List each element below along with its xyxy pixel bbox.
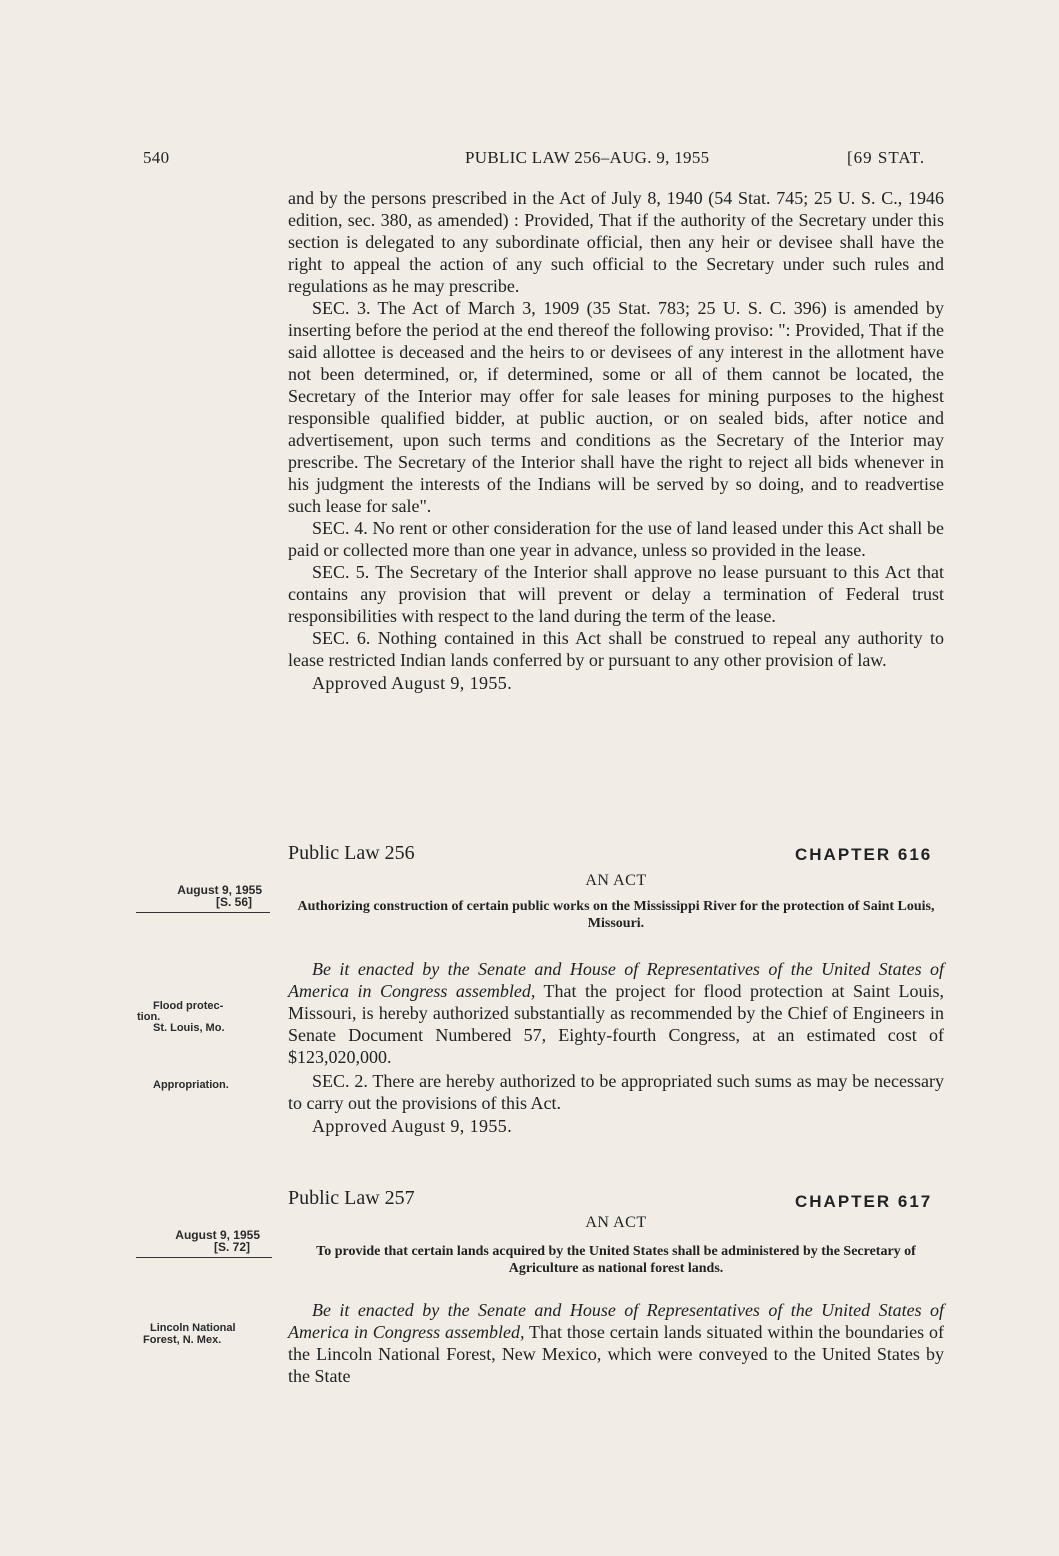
law-257-body bbox=[288, 1299, 944, 1387]
law-256-approved: Approved August 9, 1955. bbox=[312, 1116, 513, 1136]
law-257-title: Public Law 257 bbox=[288, 1187, 415, 1209]
law-256-margin-flood-3: St. Louis, Mo. bbox=[153, 1022, 225, 1034]
law-256-margin-date: August 9, 1955 bbox=[177, 883, 262, 897]
page-number: 540 bbox=[143, 148, 170, 167]
law-257-margin-rule bbox=[136, 1257, 272, 1258]
running-title: PUBLIC LAW 256–AUG. 9, 1955 bbox=[465, 148, 710, 167]
law-256-margin-flood-2: tion. bbox=[137, 1011, 161, 1023]
section-5: SEC. 5. The Secretary of the Interior shall approve no lease pursuant to this Act that contains any provision that will prevent or delay a termination of Federal trust responsibilities with respect to the land during the term of the lease. bbox=[288, 562, 944, 626]
law-257-margin-lincoln-2: Forest, N. Mex. bbox=[143, 1334, 222, 1346]
law-256-body bbox=[288, 958, 944, 1137]
law-257-description: To provide that certain lands acquired by the United States shall be administered by the Secretary of Agriculture as national forest lands. bbox=[316, 1244, 916, 1276]
law-257-enacting-clause bbox=[288, 1299, 944, 1387]
section-4: SEC. 4. No rent or other consideration for the use of land leased under this Act shall be paid or collected more than one year in advance, unless so provided in the lease. bbox=[288, 518, 944, 560]
law-256-enacting-clause bbox=[288, 958, 944, 1068]
law-256-margin-rule bbox=[136, 912, 270, 913]
law-256-margin-bill: [S. 56] bbox=[215, 895, 252, 909]
law-257-enacting-rest: That those certain lands situated within the boundaries of the Lincoln National Forest, New Mexico, which were conveyed to the United States by the State bbox=[288, 1322, 944, 1386]
law-256-margin-appropriation: Appropriation. bbox=[153, 1079, 229, 1091]
law-257-chapter: CHAPTER 617 bbox=[795, 1192, 933, 1211]
law-256-enacting-italic: Be it enacted by the Senate and House of Representatives of the United States of America in Congress assembled, bbox=[288, 959, 944, 1001]
volume-reference: [69 STAT. bbox=[847, 148, 926, 167]
law-256-description: Authorizing construction of certain public works on the Mississippi River for the protection of Saint Louis, Missouri. bbox=[297, 899, 935, 931]
law-256-an-act: AN ACT bbox=[585, 872, 647, 889]
continued-section bbox=[288, 187, 944, 694]
law-257-margin-date: August 9, 1955 bbox=[175, 1228, 260, 1242]
law-257-margin-lincoln-1: Lincoln National bbox=[150, 1322, 236, 1334]
law-256-margin-flood-1: Flood protec- bbox=[153, 1000, 224, 1012]
law-257-margin-bill: [S. 72] bbox=[213, 1240, 250, 1254]
section-6: SEC. 6. Nothing contained in this Act shall be construed to repeal any authority to lease restricted Indian lands conferred by or pursuant to any other provision of law. bbox=[288, 628, 944, 670]
approved-line: Approved August 9, 1955. bbox=[312, 673, 513, 693]
law-257-an-act: AN ACT bbox=[585, 1214, 647, 1231]
law-256-enacting-rest: That the project for flood protection at Saint Louis, Missouri, is hereby authorized substantially as recommended by the Chief of Engineers in Senate Document Numbered 57, Eighty-fourth Congress, at an estimated cost of $123,020,000. bbox=[288, 981, 944, 1067]
law-257-enacting-italic: Be it enacted by the Senate and House of Representatives of the United States of America in Congress assembled, bbox=[288, 1300, 944, 1342]
law-256-chapter: CHAPTER 616 bbox=[795, 845, 933, 864]
law-256-section-2: SEC. 2. There are hereby authorized to be appropriated such sums as may be necessary to carry out the provisions of this Act. bbox=[288, 1071, 944, 1113]
paragraph-continued: and by the persons prescribed in the Act of July 8, 1940 (54 Stat. 745; 25 U. S. C., 1946 edition, sec. 380, as amended) : Provided, That if the authority of the Secretary under this section is delegated to any subordinate official, then any heir or devisee shall have the right to appeal the action of any such official to the Secretary under such rules and regulations as he may prescribe. bbox=[288, 188, 944, 296]
section-3: SEC. 3. The Act of March 3, 1909 (35 Stat. 783; 25 U. S. C. 396) is amended by inserting before the period at the end thereof the following proviso: ": Provided, That if the said allottee is deceased and the heirs to or devisees of any interest in the allotment have not been determined, or, if determined, some or all of them cannot be located, the Secretary of the Interior may offer for sale leases for mining purposes to the highest responsible qualified bidder, at public auction, or on sealed bids, after notice and advertisement, upon such terms and conditions as the Secretary of the Interior may prescribe. The Secretary of the Interior shall have the right to reject all bids whenever in his judgment the interests of the Indians will be served by so doing, and to readvertise such lease for sale". bbox=[288, 298, 944, 516]
law-256-title: Public Law 256 bbox=[288, 842, 415, 864]
